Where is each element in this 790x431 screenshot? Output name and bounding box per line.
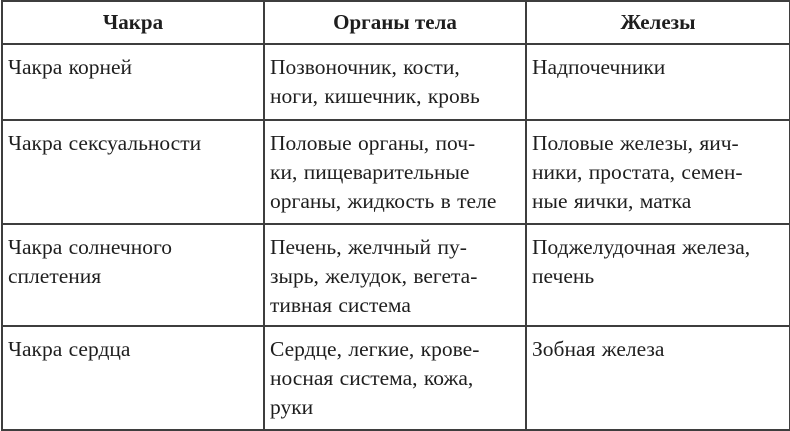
cell-glands xyxy=(526,44,790,120)
cell-line: Чакра сексуальности xyxy=(8,131,202,155)
cell-organs xyxy=(264,224,526,326)
cell-line: Чакра солнечного xyxy=(8,235,172,259)
cell-organs xyxy=(264,326,526,430)
cell-line: Позвоночник, кости, xyxy=(270,55,460,79)
cell-line: сплетения xyxy=(8,264,102,288)
cell-line: Половые органы, поч- xyxy=(270,131,476,155)
cell-line: органы, жидкость в теле xyxy=(270,189,497,213)
cell-glands xyxy=(526,326,790,430)
cell-glands xyxy=(526,120,790,224)
cell-line: руки xyxy=(270,395,314,419)
table-row xyxy=(2,326,790,430)
cell-line: ные яички, матка xyxy=(532,189,692,213)
cell-line: Надпочечники xyxy=(532,55,666,79)
cell-line: носная система, кожа, xyxy=(270,366,474,390)
cell-organs xyxy=(264,120,526,224)
cell-line: зырь, желудок, вегета- xyxy=(270,264,478,288)
cell-line: Половые железы, яич- xyxy=(532,131,739,155)
cell-line: Чакра корней xyxy=(8,55,133,79)
cell-chakra xyxy=(2,120,264,224)
cell-line: ки, пищеварительные xyxy=(270,160,470,184)
cell-line: Печень, желчный пу- xyxy=(270,235,467,259)
header-organs: Органы тела xyxy=(264,1,526,44)
header-glands: Железы xyxy=(526,1,790,44)
cell-chakra xyxy=(2,44,264,120)
cell-glands xyxy=(526,224,790,326)
cell-line: Зобная железа xyxy=(532,337,665,361)
table-header-row xyxy=(2,1,790,44)
cell-line: Поджелудочная железа, xyxy=(532,235,751,259)
cell-organs xyxy=(264,44,526,120)
table-row xyxy=(2,120,790,224)
table-row xyxy=(2,44,790,120)
table-row xyxy=(2,224,790,326)
cell-line: Чакра сердца xyxy=(8,337,131,361)
cell-line: печень xyxy=(532,264,595,288)
chakra-table xyxy=(1,0,790,431)
header-chakra: Чакра xyxy=(2,1,264,44)
cell-line: ники, простата, семен- xyxy=(532,160,743,184)
cell-line: Сердце, легкие, крове- xyxy=(270,337,480,361)
cell-chakra xyxy=(2,224,264,326)
cell-line: ноги, кишечник, кровь xyxy=(270,84,480,108)
cell-chakra xyxy=(2,326,264,430)
cell-line: тивная система xyxy=(270,293,411,317)
